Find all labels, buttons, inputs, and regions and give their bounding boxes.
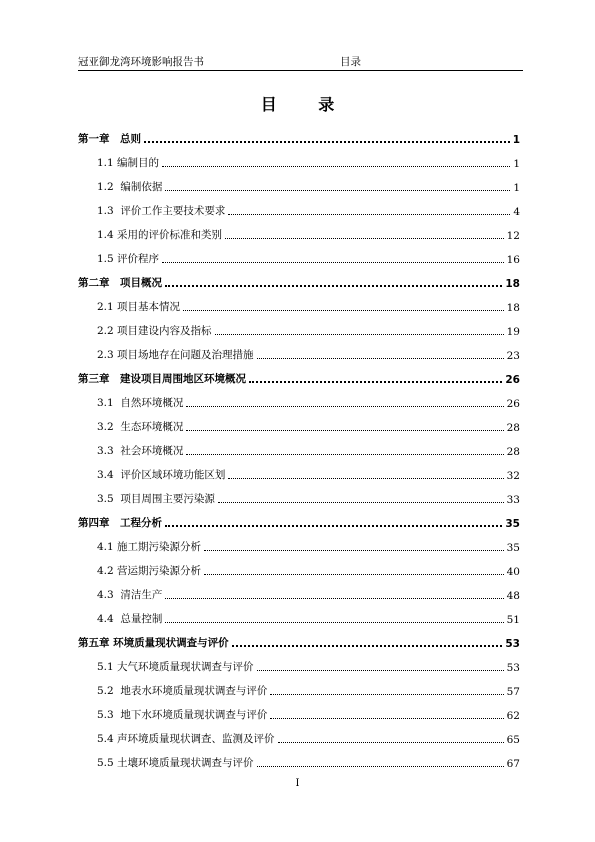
- toc-entry-page: 1: [513, 158, 520, 170]
- toc-section-entry[interactable]: [78, 242, 520, 266]
- toc-entry-page: 28: [506, 446, 520, 458]
- toc-section-entry[interactable]: [78, 314, 520, 338]
- toc-entry-label: 2.1 项目基本情况: [97, 301, 181, 313]
- dot-leader: [225, 238, 504, 239]
- dot-leader: [232, 645, 503, 647]
- page-number: I: [295, 778, 300, 789]
- dot-leader: [186, 454, 503, 455]
- toc-entry-page: 53: [505, 638, 520, 650]
- table-of-contents: [78, 122, 520, 770]
- toc-entry-page: 32: [506, 470, 520, 482]
- toc-entry-label: 5.1 大气环境质量现状调查与评价: [97, 661, 254, 673]
- toc-entry-label: 5.4 声环境质量现状调查、监测及评价: [97, 733, 275, 745]
- dot-leader: [204, 550, 504, 551]
- toc-section-entry[interactable]: [78, 458, 520, 482]
- toc-section-entry[interactable]: [78, 578, 520, 602]
- dot-leader: [144, 141, 510, 143]
- toc-entry-label: 4.3 清洁生产: [97, 589, 163, 601]
- toc-section-entry[interactable]: [78, 746, 520, 770]
- toc-section-entry[interactable]: [78, 722, 520, 746]
- toc-entry-label: 1.3 评价工作主要技术要求: [97, 205, 226, 217]
- dot-leader: [228, 478, 503, 479]
- toc-entry-label: 5.5 土壤环境质量现状调查与评价: [97, 757, 254, 769]
- toc-entry-label: 4.1 施工期污染源分析: [97, 541, 202, 553]
- toc-section-entry[interactable]: [78, 218, 520, 242]
- toc-section-entry[interactable]: [78, 554, 520, 578]
- toc-entry-page: 23: [506, 350, 520, 362]
- toc-entry-label: 3.3 社会环境概况: [97, 445, 184, 457]
- toc-entry-label: 5.3 地下水环境质量现状调查与评价: [97, 709, 268, 721]
- dot-leader: [186, 430, 503, 431]
- toc-section-entry[interactable]: [78, 650, 520, 674]
- toc-entry-page: 51: [506, 614, 520, 626]
- dot-leader: [270, 694, 503, 695]
- toc-chapter-entry[interactable]: [78, 362, 520, 386]
- toc-section-entry[interactable]: [78, 602, 520, 626]
- toc-entry-page: 53: [506, 662, 520, 674]
- dot-leader: [270, 718, 503, 719]
- toc-entry-label: 2.3 项目场地存在问题及治理措施: [97, 349, 254, 361]
- toc-chapter-entry[interactable]: [78, 122, 520, 146]
- toc-chapter-entry[interactable]: [78, 266, 520, 290]
- dot-leader: [215, 334, 504, 335]
- dot-leader: [165, 525, 502, 527]
- toc-entry-label: 4.4 总量控制: [97, 613, 163, 625]
- dot-leader: [162, 166, 510, 167]
- toc-section-entry[interactable]: [78, 530, 520, 554]
- toc-entry-page: 18: [505, 278, 520, 290]
- toc-section-entry[interactable]: [78, 410, 520, 434]
- toc-entry-page: 35: [506, 542, 520, 554]
- dot-leader: [204, 574, 504, 575]
- toc-entry-page: 1: [512, 134, 520, 146]
- toc-section-entry[interactable]: [78, 170, 520, 194]
- toc-entry-label: 4.2 营运期污染源分析: [97, 565, 202, 577]
- dot-leader: [257, 766, 504, 767]
- toc-section-entry[interactable]: [78, 674, 520, 698]
- dot-leader: [165, 190, 510, 191]
- toc-entry-page: 4: [513, 206, 520, 218]
- dot-leader: [165, 622, 503, 623]
- dot-leader: [183, 310, 504, 311]
- toc-entry-label: 1.1 编制目的: [97, 157, 160, 169]
- dot-leader: [257, 358, 504, 359]
- toc-entry-page: 18: [506, 302, 520, 314]
- header-document-title: 冠亚御龙湾环境影响报告书: [78, 56, 204, 68]
- page-header: [78, 52, 523, 71]
- toc-section-entry[interactable]: [78, 290, 520, 314]
- toc-entry-label: 第五章 环境质量现状调查与评价: [78, 637, 229, 649]
- toc-entry-label: 1.2 编制依据: [97, 181, 163, 193]
- toc-entry-page: 33: [506, 494, 520, 506]
- toc-section-entry[interactable]: [78, 386, 520, 410]
- toc-entry-label: 3.4 评价区域环境功能区划: [97, 469, 226, 481]
- toc-section-entry[interactable]: [78, 338, 520, 362]
- toc-section-entry[interactable]: [78, 146, 520, 170]
- toc-entry-label: 第二章 项目概况: [78, 277, 162, 289]
- toc-section-entry[interactable]: [78, 194, 520, 218]
- toc-section-entry[interactable]: [78, 482, 520, 506]
- dot-leader: [218, 502, 504, 503]
- toc-entry-page: 57: [506, 686, 520, 698]
- toc-entry-page: 35: [505, 518, 520, 530]
- toc-entry-page: 26: [505, 374, 520, 386]
- toc-entry-label: 第一章 总则: [78, 133, 141, 145]
- toc-entry-label: 5.2 地表水环境质量现状调查与评价: [97, 685, 268, 697]
- header-section-title: 目录: [340, 56, 361, 68]
- toc-entry-label: 2.2 项目建设内容及指标: [97, 325, 212, 337]
- toc-entry-page: 67: [506, 758, 520, 770]
- dot-leader: [278, 742, 504, 743]
- dot-leader: [162, 262, 504, 263]
- page-title: 目 录: [260, 95, 353, 114]
- toc-entry-page: 62: [506, 710, 520, 722]
- toc-section-entry[interactable]: [78, 698, 520, 722]
- toc-entry-label: 1.5 评价程序: [97, 253, 160, 265]
- dot-leader: [249, 381, 502, 383]
- toc-chapter-entry[interactable]: [78, 506, 520, 530]
- toc-entry-page: 28: [506, 422, 520, 434]
- toc-chapter-entry[interactable]: [78, 626, 520, 650]
- toc-entry-label: 3.1 自然环境概况: [97, 397, 184, 409]
- toc-entry-label: 1.4 采用的评价标准和类别: [97, 229, 223, 241]
- toc-entry-label: 3.2 生态环境概况: [97, 421, 184, 433]
- dot-leader: [228, 214, 510, 215]
- toc-entry-page: 26: [506, 398, 520, 410]
- toc-section-entry[interactable]: [78, 434, 520, 458]
- toc-entry-page: 12: [506, 230, 520, 242]
- toc-entry-label: 第四章 工程分析: [78, 517, 162, 529]
- toc-entry-page: 65: [506, 734, 520, 746]
- dot-leader: [257, 670, 504, 671]
- toc-entry-page: 19: [506, 326, 520, 338]
- toc-entry-page: 40: [506, 566, 520, 578]
- toc-entry-label: 第三章 建设项目周围地区环境概况: [78, 373, 246, 385]
- dot-leader: [165, 285, 502, 287]
- toc-entry-label: 3.5 项目周围主要污染源: [97, 493, 215, 505]
- toc-entry-page: 48: [506, 590, 520, 602]
- toc-entry-page: 1: [513, 182, 520, 194]
- toc-entry-page: 16: [506, 254, 520, 266]
- dot-leader: [186, 406, 503, 407]
- dot-leader: [165, 598, 503, 599]
